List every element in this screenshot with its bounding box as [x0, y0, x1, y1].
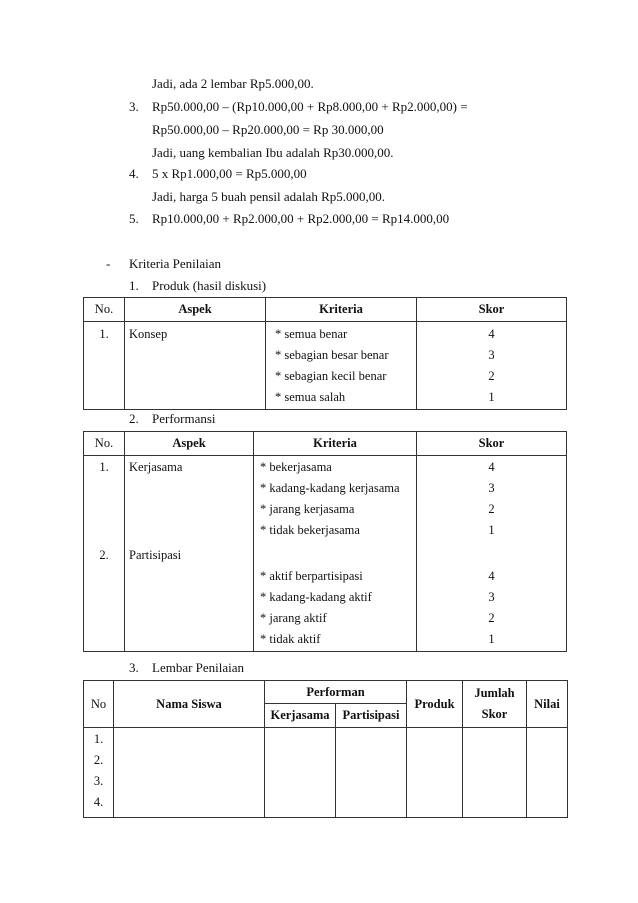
skor-item: 1 — [488, 523, 495, 537]
answer-line: Rp50.000,00 – (Rp10.000,00 + Rp8.000,00 + Rp2.000,00) = — [152, 99, 468, 114]
kriteria-item: * sebagian kecil benar — [275, 369, 387, 383]
skor-item: 4 — [488, 327, 495, 341]
subsection-title: Lembar Penilaian — [152, 660, 245, 675]
jumlah-label: Jumlah — [474, 686, 515, 700]
subsection-number: 1. — [129, 278, 139, 293]
aspek-label: Kerjasama — [129, 460, 183, 474]
kriteria-item: * jarang aktif — [260, 611, 327, 625]
row-aspek — [125, 456, 254, 652]
row-number: 1. — [93, 732, 104, 746]
cell-nilai — [527, 728, 568, 818]
col-header-aspek: Aspek — [125, 298, 266, 322]
skor-label: Skor — [481, 707, 508, 721]
row-kriteria — [266, 322, 417, 410]
skor-item: 4 — [488, 569, 495, 583]
kriteria-item: * tidak bekerjasama — [260, 523, 360, 537]
col-header-skor: Skor — [417, 432, 567, 456]
answer-number: 4. — [129, 166, 139, 181]
col-header-no: No — [84, 681, 114, 728]
row-kriteria — [254, 456, 417, 652]
answer-line: Rp10.000,00 + Rp2.000,00 + Rp2.000,00 = Rp14.000,00 — [152, 211, 450, 226]
answer-number: 3. — [129, 99, 139, 114]
row-number: 2. — [99, 548, 109, 562]
table-produk — [83, 297, 567, 410]
row-aspek: Konsep — [125, 322, 266, 410]
cell-kerjasama — [265, 728, 336, 818]
kriteria-item: * bekerjasama — [260, 460, 332, 474]
cell-partisipasi — [336, 728, 407, 818]
row-number: 1. — [99, 460, 109, 474]
row-no — [84, 456, 125, 652]
answer-line: 5 x Rp1.000,00 = Rp5.000,00 — [152, 166, 307, 181]
cell-jumlah-skor — [463, 728, 527, 818]
answer-line: Jadi, ada 2 lembar Rp5.000,00. — [152, 76, 314, 91]
bullet-dash: - — [106, 256, 111, 271]
row-number: 4. — [93, 795, 104, 809]
row-number: 2. — [93, 753, 104, 767]
col-header-kriteria: Kriteria — [254, 432, 417, 456]
subsection-title: Performansi — [152, 411, 216, 426]
kriteria-item: * semua benar — [275, 327, 348, 341]
row-no: 1. — [84, 322, 125, 410]
answer-line: Jadi, uang kembalian Ibu adalah Rp30.000,00. — [152, 145, 394, 160]
col-header-nilai: Nilai — [527, 681, 568, 728]
row-numbers — [84, 728, 114, 818]
table-lembar-penilaian — [83, 680, 568, 818]
skor-item: 3 — [488, 348, 495, 362]
aspek-label: Partisipasi — [129, 548, 182, 562]
kriteria-item: * tidak aktif — [260, 632, 321, 646]
col-header-skor: Skor — [417, 298, 567, 322]
col-header-nama-siswa: Nama Siswa — [114, 681, 265, 728]
col-header-partisipasi: Partisipasi — [336, 704, 407, 728]
subsection-title: Produk (hasil diskusi) — [152, 278, 267, 293]
skor-item: 4 — [488, 460, 495, 474]
subsection-number: 2. — [129, 411, 139, 426]
kriteria-item: * jarang kerjasama — [260, 502, 355, 516]
row-skor — [417, 322, 567, 410]
skor-item: 2 — [488, 369, 495, 383]
cell-produk — [407, 728, 463, 818]
table-performansi — [83, 431, 567, 652]
section-title: Kriteria Penilaian — [129, 256, 222, 271]
col-header-jumlah-skor — [463, 681, 527, 728]
skor-item: 2 — [488, 502, 495, 516]
col-header-aspek: Aspek — [125, 432, 254, 456]
col-header-produk: Produk — [407, 681, 463, 728]
row-skor — [417, 456, 567, 652]
col-header-no: No. — [84, 298, 125, 322]
answer-number: 5. — [129, 211, 139, 226]
col-header-kriteria: Kriteria — [266, 298, 417, 322]
cell-nama-siswa — [114, 728, 265, 818]
kriteria-item: * kadang-kadang kerjasama — [260, 481, 400, 495]
row-number: 3. — [93, 774, 104, 788]
kriteria-item: * semua salah — [275, 390, 346, 404]
skor-item: 1 — [488, 632, 495, 646]
skor-item: 2 — [488, 611, 495, 625]
col-header-no: No. — [84, 432, 125, 456]
skor-item: 3 — [488, 590, 495, 604]
subsection-number: 3. — [129, 660, 139, 675]
col-header-kerjasama: Kerjasama — [265, 704, 336, 728]
answer-line: Rp50.000,00 – Rp20.000,00 = Rp 30.000,00 — [152, 122, 384, 137]
kriteria-item: * aktif berpartisipasi — [260, 569, 363, 583]
kriteria-item: * sebagian besar benar — [275, 348, 389, 362]
col-header-performan: Performan — [265, 681, 407, 704]
skor-item: 3 — [488, 481, 495, 495]
answer-line: Jadi, harga 5 buah pensil adalah Rp5.000,00. — [152, 189, 385, 204]
skor-item: 1 — [488, 390, 495, 404]
kriteria-item: * kadang-kadang aktif — [260, 590, 372, 604]
